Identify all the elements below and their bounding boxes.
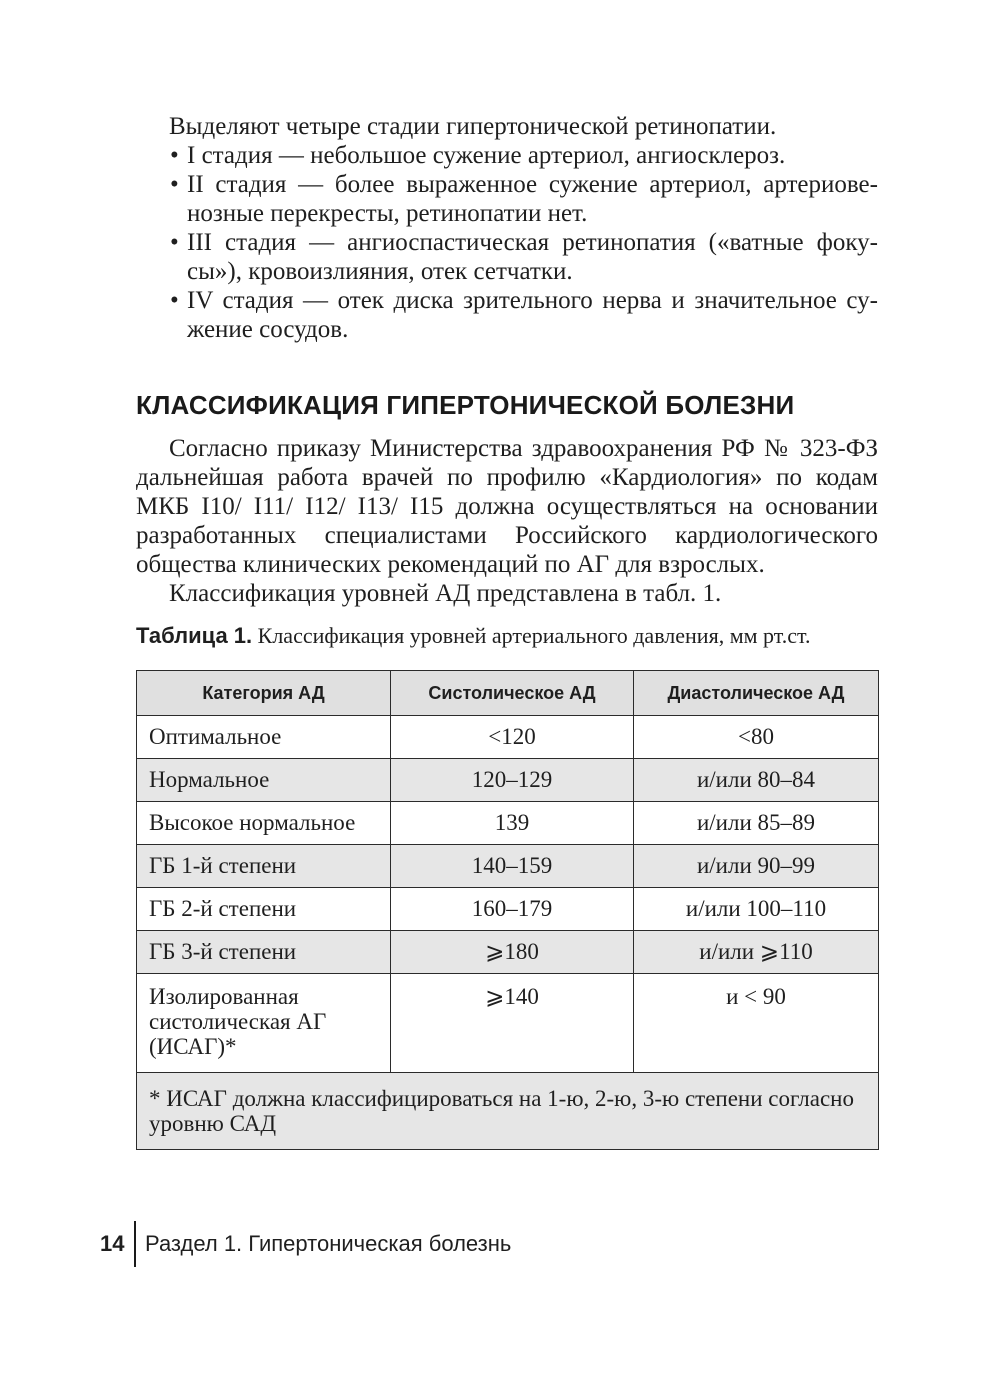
cell-systolic: <120	[391, 716, 634, 759]
section-body	[136, 434, 878, 608]
cell-diastolic: и/или 100–110	[634, 888, 879, 931]
table-caption-label: Таблица 1.	[136, 623, 253, 648]
cell-diastolic: и/или 80–84	[634, 759, 879, 802]
section-paragraph-1: Согласно приказу Министерства здравоохранения РФ № 323-ФЗ дальнейшая работа врачей по профилю «Кардиология» по кодам МКБ I10/ I11/ I12/ I13/ I15 должна осуществляться на основании разработанных специалистами Российского кардиологического общества клинических рекомендаций по АГ для взрослых.	[136, 435, 878, 578]
stages-list	[136, 141, 878, 344]
table-footnote: * ИСАГ должна классифицироваться на 1-ю, 2-ю, 3-ю степени согласно уровню САД	[137, 1073, 879, 1150]
cell-systolic: ⩾140	[391, 974, 634, 1073]
stage-4-item: • IV стадия — отек диска зрительного нерва и значительное сужение сосудов.	[136, 286, 878, 344]
stage-2-item: • II стадия — более выраженное сужение артериол, артериовенозные перекресты, ретинопатии нет.	[136, 170, 878, 228]
cell-systolic: 120–129	[391, 759, 634, 802]
stage-3-item: • III стадия — ангиоспастическая ретинопатия («ватные фокусы»), кровоизлияния, отек сетчатки.	[136, 228, 878, 286]
table-row	[137, 759, 879, 802]
page-footer	[100, 1221, 511, 1267]
running-section-title: Раздел 1. Гипертоническая болезнь	[145, 1231, 512, 1256]
table-row	[137, 888, 879, 931]
cell-diastolic: и/или ⩾110	[634, 931, 879, 974]
table-header-row	[137, 671, 879, 716]
cell-diastolic: и < 90	[634, 974, 879, 1073]
cell-category: Нормальное	[137, 759, 391, 802]
cell-category: Оптимальное	[137, 716, 391, 759]
header-category: Категория АД	[137, 671, 391, 716]
table-row	[137, 974, 879, 1073]
section-paragraph-2: Классификация уровней АД представлена в табл. 1.	[169, 580, 722, 607]
table-row	[137, 716, 879, 759]
cell-systolic: 139	[391, 802, 634, 845]
table-row	[137, 845, 879, 888]
cell-category: Высокое нормальное	[137, 802, 391, 845]
table-caption-text: Классификация уровней артериального давления, мм рт.ст.	[257, 623, 811, 648]
header-systolic: Систолическое АД	[391, 671, 634, 716]
cell-systolic: 140–159	[391, 845, 634, 888]
footer-divider	[134, 1221, 136, 1267]
stage-1-item: • I стадия — небольшое сужение артериол, ангиосклероз.	[136, 141, 878, 170]
cell-systolic: 160–179	[391, 888, 634, 931]
cell-category: ГБ 3-й степени	[137, 931, 391, 974]
table-row	[137, 931, 879, 974]
retinopathy-stages-block	[136, 112, 878, 344]
table-caption	[136, 621, 896, 651]
cell-systolic: ⩾180	[391, 931, 634, 974]
cell-category: ГБ 1-й степени	[137, 845, 391, 888]
section-heading: КЛАССИФИКАЦИЯ ГИПЕРТОНИЧЕСКОЙ БОЛЕЗНИ	[136, 390, 795, 420]
table-row	[137, 802, 879, 845]
cell-category: Изолированная систолическая АГ (ИСАГ)*	[137, 974, 391, 1073]
page-number: 14	[100, 1231, 125, 1256]
header-diastolic: Диастолическое АД	[634, 671, 879, 716]
cell-diastolic: <80	[634, 716, 879, 759]
intro-lead-paragraph: Выделяют четыре стадии гипертонической ретинопатии.	[169, 113, 777, 140]
cell-diastolic: и/или 90–99	[634, 845, 879, 888]
blood-pressure-table	[136, 670, 879, 1150]
cell-diastolic: и/или 85–89	[634, 802, 879, 845]
table-footnote-row	[137, 1073, 879, 1150]
cell-category: ГБ 2-й степени	[137, 888, 391, 931]
